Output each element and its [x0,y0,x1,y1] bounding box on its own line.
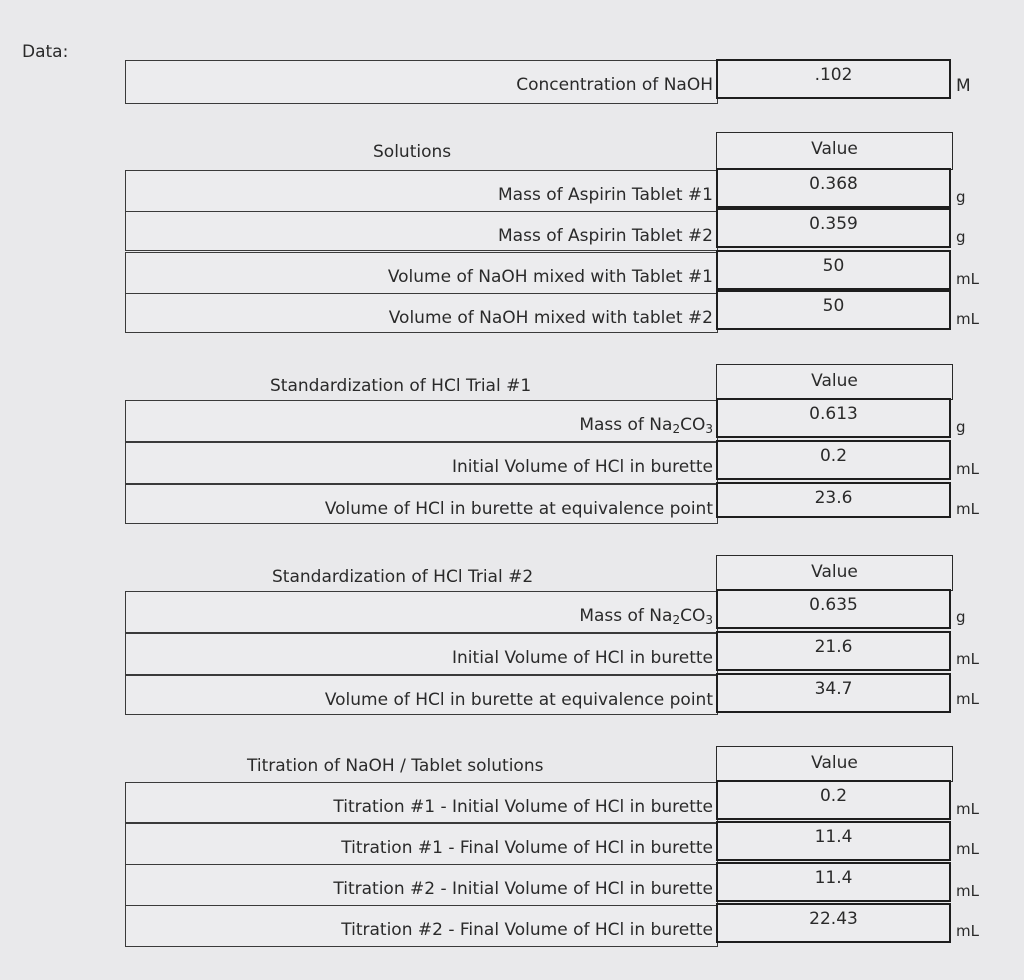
row-label: Volume of NaOH mixed with tablet #2 [388,308,713,328]
concentration-label [125,60,718,104]
row-label: Volume of NaOH mixed with Tablet #1 [387,267,713,287]
unit-label: mL [956,800,979,818]
trial2-value-header: Value [716,555,953,591]
solutions-row [125,293,718,333]
unit-label: g [956,188,966,206]
row-label: Titration #1 - Final Volume of HCl in burette [341,838,713,858]
row-label: Titration #2 - Initial Volume of HCl in burette [333,879,713,899]
titration-value-header: Value [716,746,953,782]
unit-label: mL [956,922,979,940]
trial2-heading: Standardization of HCl Trial #2 [272,567,534,587]
solutions-row [125,170,718,212]
mass-label-mid: CO [680,415,706,435]
row-label: Volume of HCl in burette at equivalence point [324,690,713,710]
trial1-mass-value[interactable]: 0.613 [716,398,951,438]
titration-row [125,905,718,947]
subscript: 2 [672,613,681,627]
trial2-value[interactable]: 34.7 [716,673,951,713]
row-label: Titration #2 - Final Volume of HCl in burette [341,920,713,940]
unit-label: g [956,418,966,436]
mass-label-prefix: Mass of Na [579,415,673,435]
unit-label: g [956,608,966,626]
trial2-value[interactable]: 21.6 [716,631,951,671]
page-title: Data: [22,42,69,62]
trial1-value-header: Value [716,364,953,400]
solutions-value-header: Value [716,132,953,170]
titration-value[interactable]: 11.4 [716,862,951,902]
trial2-mass-value[interactable]: 0.635 [716,589,951,629]
row-label: Initial Volume of HCl in burette [452,648,713,668]
solutions-value[interactable]: 0.359 [716,208,951,248]
titration-value[interactable]: 0.2 [716,780,951,820]
concentration-label-text: Concentration of NaOH [516,75,713,95]
trial2-row [125,675,718,715]
unit-label: mL [956,690,979,708]
trial1-mass-row [125,400,718,442]
unit-label: mL [956,310,979,328]
trial1-row [125,442,718,484]
subscript: 2 [672,422,681,436]
titration-value[interactable]: 11.4 [716,821,951,861]
unit-label: mL [956,650,979,668]
titration-row [125,823,718,865]
trial1-value[interactable]: 0.2 [716,440,951,480]
subscript: 3 [705,613,713,627]
solutions-value[interactable]: 50 [716,250,951,290]
trial2-mass-label [579,606,713,626]
row-label: Volume of HCl in burette at equivalence point [324,499,713,519]
row-label: Initial Volume of HCl in burette [452,457,713,477]
titration-heading: Titration of NaOH / Tablet solutions [247,756,544,776]
unit-label: mL [956,500,979,518]
unit-label: g [956,228,966,246]
titration-row [125,864,718,906]
unit-label: mL [956,840,979,858]
solutions-row [125,252,718,294]
trial1-mass-label [579,415,713,435]
unit-label: mL [956,460,979,478]
mass-label-prefix: Mass of Na [579,606,673,626]
trial2-mass-row [125,591,718,633]
unit-label: mL [956,882,979,900]
trial1-row [125,484,718,524]
titration-row [125,782,718,823]
concentration-value[interactable]: .102 [716,59,951,99]
row-label: Mass of Aspirin Tablet #1 [498,185,713,205]
row-label: Mass of Aspirin Tablet #2 [498,226,713,246]
solutions-value[interactable]: 50 [716,290,951,330]
solutions-row [125,211,718,251]
row-label: Titration #1 - Initial Volume of HCl in burette [333,797,713,817]
trial1-value[interactable]: 23.6 [716,482,951,518]
concentration-unit: M [956,76,971,96]
mass-label-mid: CO [680,606,706,626]
titration-value[interactable]: 22.43 [716,903,951,943]
subscript: 3 [705,422,713,436]
solutions-value[interactable]: 0.368 [716,168,951,208]
unit-label: mL [956,270,979,288]
trial2-row [125,633,718,675]
solutions-heading: Solutions [373,142,452,162]
trial1-heading: Standardization of HCl Trial #1 [270,376,532,396]
